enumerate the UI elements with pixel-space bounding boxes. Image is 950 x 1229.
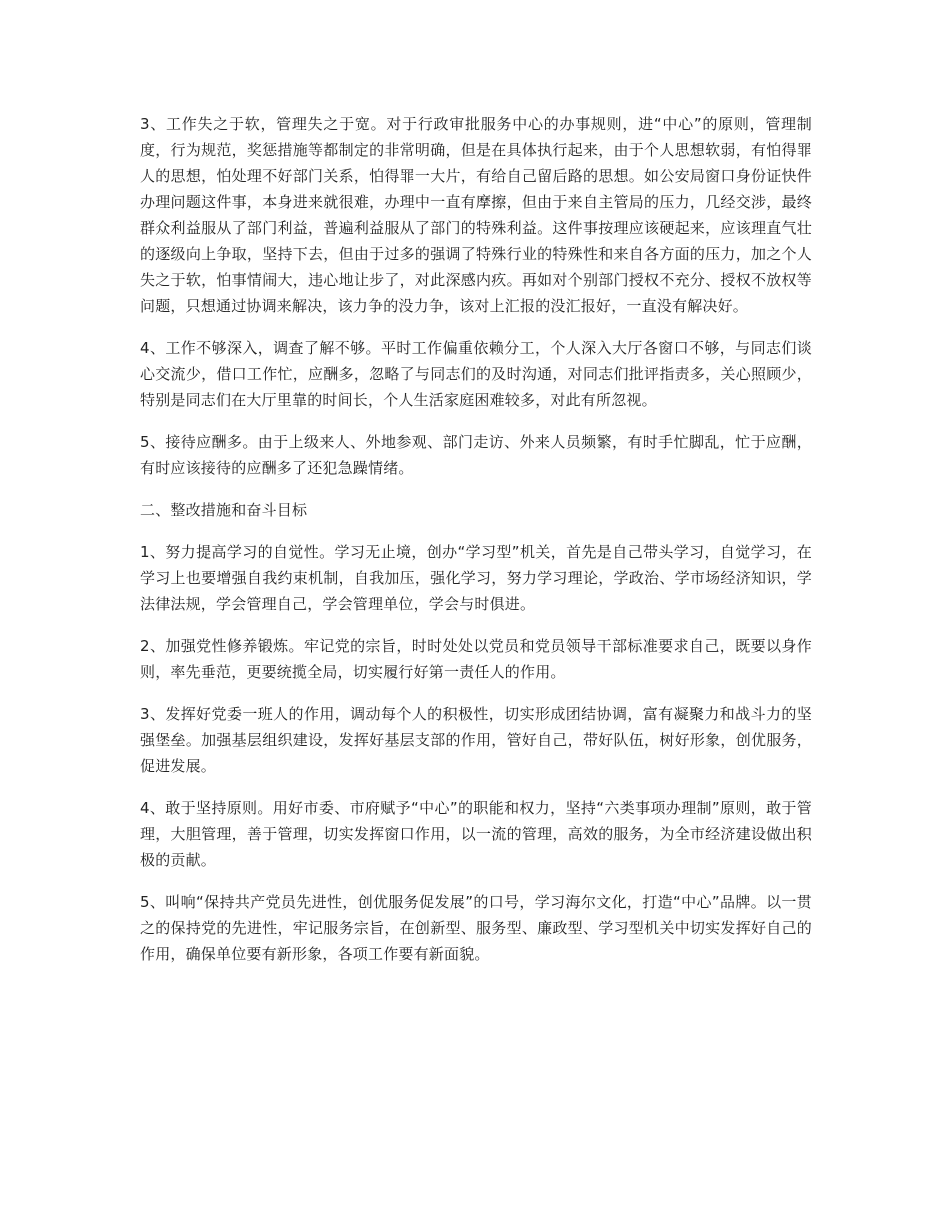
paragraph-committee-role: 3、发挥好党委一班人的作用，调动每个人的积极性，切实形成团结协调，富有凝聚力和战斗力的坚强堡垒。加强基层组织建设，发挥好基层支部的作用，管好自己，带好队伍，树好形象，创优服务，促进发展。 bbox=[140, 705, 812, 775]
paragraph-party-spirit: 2、加强党性修养锻炼。牢记党的宗旨，时时处处以党员和党员领导干部标准要求自己，既要以身作则，率先垂范，更要统揽全局，切实履行好第一责任人的作用。 bbox=[140, 637, 812, 681]
paragraph-principles: 4、敢于坚持原则。用好市委、市府赋予“中心”的职能和权力，坚持“六类事项办理制”原则，敢于管理，大胆管理，善于管理，切实发挥窗口作用，以一流的管理，高效的服务，为全市经济建设做出积极的贡献。 bbox=[140, 799, 812, 869]
document-body bbox=[140, 111, 812, 983]
paragraph-slogan: 5、叫响“保持共产党员先进性，创优服务促发展”的口号，学习海尔文化，打造“中心”品牌。以一贯之的保持党的先进性，牢记服务宗旨，在创新型、服务型、廉政型、学习型机关中切实发挥好自己的作用，确保单位要有新形象，各项工作要有新面貌。 bbox=[140, 893, 812, 963]
paragraph-work-too-soft: 3、工作失之于软，管理失之于宽。对于行政审批服务中心的办事规则，进“中心”的原则，管理制度，行为规范，奖惩措施等都制定的非常明确，但是在具体执行起来，由于个人思想软弱，有怕得罪人的思想，怕处理不好部门关系，怕得罪一大片，有给自己留后路的思想。如公安局窗口身份证快件办理问题这件事，本身进来就很难，办理中一直有摩擦，但由于来自主管局的压力，几经交涉，最终群众利益服从了部门利益，普遍利益服从了部门的特殊利益。这件事按理应该硬起来，应该理直气壮的逐级向上争取，坚持下去，但由于过多的强调了特殊行业的特殊性和来自各方面的压力，加之个人失之于软，怕事情闹大，违心地让步了，对此深感内疚。再如对个别部门授权不充分、授权不放权等问题，只想通过协调来解决，该力争的没力争，该对上汇报的没汇报好，一直没有解决好。 bbox=[140, 115, 812, 315]
paragraph-too-many-receptions: 5、接待应酬多。由于上级来人、外地参观、部门走访、外来人员频繁，有时手忙脚乱，忙于应酬，有时应该接待的应酬多了还犯急躁情绪。 bbox=[140, 433, 812, 477]
section-heading-rectification: 二、整改措施和奋斗目标 bbox=[140, 501, 308, 519]
paragraph-not-thorough: 4、工作不够深入，调查了解不够。平时工作偏重依赖分工，个人深入大厅各窗口不够，与同志们谈心交流少，借口工作忙，应酬多，忽略了与同志们的及时沟通，对同志们批评指责多，关心照顾少，特别是同志们在大厅里靠的时间长，个人生活家庭困难较多，对此有所忽视。 bbox=[140, 339, 812, 409]
paragraph-study: 1、努力提高学习的自觉性。学习无止境，创办“学习型”机关，首先是自己带头学习，自觉学习，在学习上也要增强自我约束机制，自我加压，强化学习，努力学习理论，学政治、学市场经济知识，学法律法规，学会管理自己，学会管理单位，学会与时俱进。 bbox=[140, 543, 812, 613]
